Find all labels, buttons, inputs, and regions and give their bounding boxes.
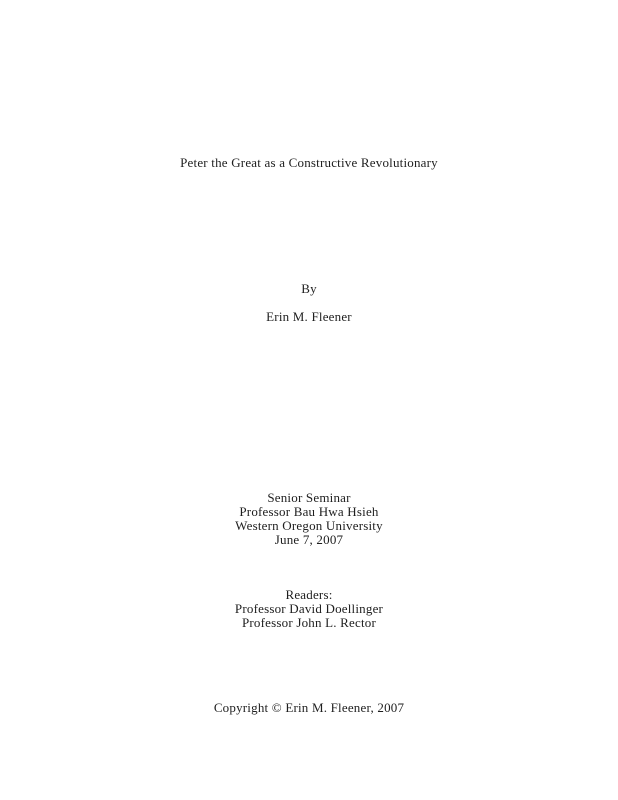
paper-title: Peter the Great as a Constructive Revolutionary <box>180 155 438 170</box>
university-name: Western Oregon University <box>235 518 383 533</box>
readers-heading: Readers: <box>285 587 333 602</box>
byline-by-label: By <box>301 281 317 296</box>
course-name: Senior Seminar <box>267 490 351 505</box>
course-professor: Professor Bau Hwa Hsieh <box>239 504 379 519</box>
paper-date: June 7, 2007 <box>274 532 344 547</box>
reader-2: Professor John L. Rector <box>241 615 377 630</box>
copyright-notice: Copyright © Erin M. Fleener, 2007 <box>213 700 405 715</box>
course-info-block <box>0 491 618 547</box>
author-name: Erin M. Fleener <box>266 309 352 324</box>
readers-block <box>0 588 618 630</box>
reader-1: Professor David Doellinger <box>234 601 384 616</box>
